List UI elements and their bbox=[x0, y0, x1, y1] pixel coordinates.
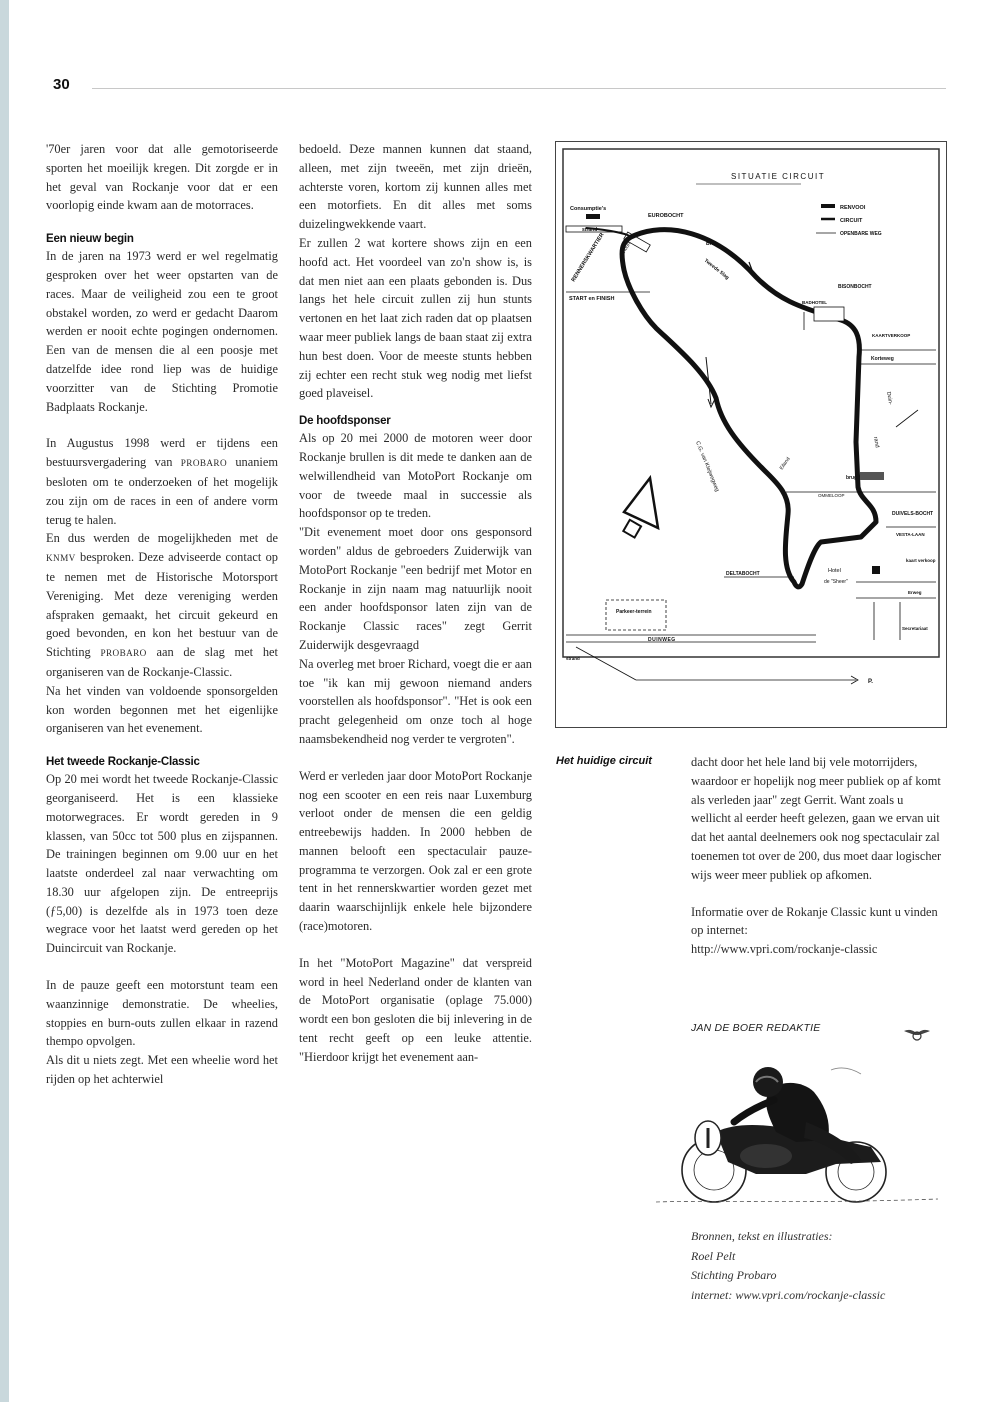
label-rand: rand bbox=[872, 436, 880, 449]
org-name: KNMV bbox=[46, 553, 76, 564]
road-to-parking bbox=[576, 647, 636, 680]
circuit-map-drawing bbox=[556, 142, 946, 727]
winged-wheel-logo bbox=[903, 1024, 931, 1042]
page-number: 30 bbox=[53, 76, 70, 93]
map-symbol-square bbox=[623, 520, 641, 538]
header-rule bbox=[92, 88, 946, 89]
legend-road: OPENBARE WEG bbox=[840, 231, 882, 237]
map-caption: Het huidige circuit bbox=[556, 755, 652, 767]
direction-arrow-shaft bbox=[732, 254, 750, 269]
label-consumpties: Consumptie's bbox=[570, 206, 607, 212]
paragraph: Er zullen 2 wat kortere shows zijn en een hoofd act. Het voordeel van zo'n show is, is dat men niet aan een plaats gebonden is. Dus langs het hele circuit zullen zij hun stunts vertonen en het laat zich raden dat op plaatsen waar meer publiek langs de baan staat zij extra hun best doen. Voor de meeste stunts hebben zij echter een recht stuk weg nodig met liefst goed plaveisel. bbox=[299, 235, 532, 401]
text-run: En dus werden de mogelijkheden met de bbox=[46, 531, 278, 546]
label-hotel: Hotel bbox=[828, 568, 841, 574]
label-start-finish: START en FINISH bbox=[569, 296, 615, 302]
engine bbox=[740, 1144, 792, 1168]
label-tweede-slag: Tweede Slag bbox=[702, 257, 731, 281]
page-edge bbox=[0, 0, 9, 1402]
sources-author: Roel Pelt bbox=[691, 1248, 736, 1263]
paragraph: In het "MotoPort Magazine" dat verspreid word in heel Nederland onder de klanten van de MotoPort organisatie (oplage 75.000) wordt een bon gesloten die bij inlevering in de tent recht geeft op een leuke attentie. "Hierdoor krijgt het evenement aan- bbox=[299, 955, 532, 1064]
motorcycle-rider-illustration bbox=[656, 1052, 938, 1212]
text-run: besproken. Deze adviseerde contact op te nemen met de Historische Motorsport Vereniging. Met deze vereniging werden afspraken gemaakt, het circuit gekeurd en goed bevonden, en kon het bestuur van de Stichting bbox=[46, 550, 278, 660]
paragraph: '70er jaren voor dat alle gemotoriseerde sporten het moeilijk kregen. Dit zorgde er in het geval van Rockanje voor dat er een voorlopig einde kwam aan de motorraces. bbox=[46, 142, 278, 213]
label-strand-2: strand bbox=[566, 656, 580, 661]
label-kaartverkoop-2: kaart verkoop bbox=[906, 558, 936, 563]
internet-url: http://www.vpri.com/rockanje-classic bbox=[691, 942, 878, 957]
map-title: SITUATIE CIRCUIT bbox=[731, 172, 826, 181]
sources-block bbox=[691, 1227, 885, 1305]
ground-line bbox=[656, 1199, 938, 1202]
paragraph bbox=[46, 529, 278, 681]
text-run: In Augustus 1998 werd er tijdens een bestuursvergadering van bbox=[46, 436, 278, 470]
sources-heading: Bronnen, tekst en illustraties: bbox=[691, 1229, 833, 1243]
legend-renvooi-swatch bbox=[821, 204, 835, 208]
paragraph: In de pauze geeft een motorstunt team een waanzinnige demonstratie. De wheelies, stoppies en burn-outs zullen elkaar in razend thempo opvolgen. bbox=[46, 978, 278, 1049]
label-badhotel: BADHOTEL bbox=[802, 300, 827, 305]
paragraph: "Dit evenement moet door ons gesponsord worden" aldus de gebroeders Zuiderwijk van MotoPort Rockanje "een bedrijf met Motor en Rockanje in zijn naam mag natuurlijk nooit een ander hoofdsponsor laten zijn van de Rockanje Classic races" zegt Gerrit Zuiderwijk desgevraagd bbox=[299, 525, 532, 652]
paragraph: dacht door het hele land bij vele motorrijders, waardoor er hopelijk nog meer publiek op af komt als verleden jaar" zegt Gerrit. Want zoals u wellicht al eerder heeft gelezen, gaan we ervan uit dat het aantal deelnemers ook nog spectaculair zal toenemen tot over de 200, dus moet daar logischer wijs weer meer publiek op afkomen. bbox=[691, 755, 942, 882]
text-run: unaniem besloten om te onderzoeken of het mogelijk zou zijn om de races in een of andere vorm terug te halen. bbox=[46, 455, 278, 527]
paragraph bbox=[691, 903, 945, 959]
paragraph bbox=[46, 434, 278, 529]
paragraph: Na overleg met broer Richard, voegt die er aan toe "ik kan mij gewoon niemand anders voorstellen als hoofdsponsor". "Het is ook een pracht gelegenheid om onze toch al hoge naamsbekendheid nog verder te vergroten". bbox=[299, 656, 532, 746]
author-credit: JAN DE BOER REDAKTIE bbox=[691, 1022, 821, 1034]
paragraph: Als op 20 mei 2000 de motoren weer door Rockanje brullen is dit mede te danken aan de welwillendheid van MotoPort Rockanje om voor de tweede maal in successie als hoofdsponsor op te treden. bbox=[299, 431, 532, 521]
org-name: PROBARO bbox=[100, 648, 147, 659]
legend-circuit: CIRCUIT bbox=[840, 218, 863, 224]
label-tribune: tribune bbox=[620, 238, 634, 256]
hotel-marker bbox=[872, 566, 880, 574]
consumpties-marker bbox=[586, 214, 600, 219]
direction-arrow bbox=[708, 399, 715, 407]
parking-area bbox=[606, 600, 666, 630]
label-eurobocht: EUROBOCHT bbox=[648, 213, 684, 219]
label-brug-top: Brug bbox=[706, 241, 718, 247]
paragraph: Na het vinden van voldoende sponsorgelden kon worden begonnen met het eigenlijke organiseren van het evenement. bbox=[46, 683, 278, 736]
label-deltabocht: DELTABOCHT bbox=[726, 571, 760, 577]
label-duivelsbocht: DUIVELS-BOCHT bbox=[892, 511, 934, 517]
label-brug-right: brug bbox=[846, 475, 858, 481]
label-p: P. bbox=[868, 679, 873, 685]
paragraph: Werd er verleden jaar door MotoPort Rockanje nog een scooter en een reis naar Luxemburg verloot onder de mensen die een geldig entreebewijs hadden. In 2000 hebben de mannen belooft een spectaculair pauze-programma te verzorgen. Ook zal er een grote tent in het rennerskwartier worden gezet met daarin waarschijnlijk enkele hele bijzondere (race)motoren. bbox=[299, 768, 532, 934]
label-strand: strand bbox=[582, 227, 598, 233]
motion-line bbox=[831, 1068, 861, 1074]
circuit-map bbox=[555, 141, 947, 728]
label-secretariaat: Secretariaat bbox=[902, 626, 928, 631]
label-duinweg: DUINWEG bbox=[648, 637, 676, 643]
label-korteweg: Korteweg bbox=[871, 356, 894, 362]
column-2 bbox=[299, 140, 532, 1085]
text-run: Informatie over de Rokanje Classic kunt u vinden op internet: bbox=[691, 904, 938, 938]
paragraph: Als dit u niets zegt. Met een wheelie word het rijden op het achterwiel bbox=[46, 1053, 278, 1087]
bridge-marker bbox=[860, 472, 884, 480]
label-hotel-name: de "Sheer" bbox=[824, 579, 848, 585]
column-1 bbox=[46, 140, 278, 1107]
paragraph: Op 20 mei wordt het tweede Rockanje-Classic georganiseerd. Het is een klassieke motorwegraces. Er wordt gereden in 9 klassen, van 50cc tot 500 plus en zijspannen. De trainingen beginnen om 9.00 uur en het laatste onderdeel zal naar verwachting om 18.30 uur afgelopen zijn. De entreeprijs (ƒ5,00) is dezelfde als in 1973 toen deze wegrace voor het laatst werd gereden op het Duincircuit van Rockanje. bbox=[46, 772, 278, 956]
sources-internet: internet: www.vpri.com/rockanje-classic bbox=[691, 1287, 886, 1302]
rider-helmet bbox=[753, 1067, 783, 1097]
label-ommeloop: OMMELOOP bbox=[818, 493, 845, 498]
label-parkeer: Parkeer-terrein bbox=[616, 609, 652, 615]
org-name: PROBARO bbox=[180, 458, 227, 469]
badhotel-building bbox=[814, 307, 844, 321]
section-heading: Het tweede Rockanje-Classic bbox=[46, 756, 200, 769]
paragraph: In de jaren na 1973 werd er wel regelmatig gesproken over het weer opstarten van de races. Maar de veiligheid zou een te groot obstakel worden, zo werd er gedacht Daarom werden er nooit echte pogingen ondernomen. Een van de mensen die al een poosje met datzelfde idee rond liep was de huidige voorzitter van de Stichting Promotie Badplaats Rockanje. bbox=[46, 249, 278, 414]
map-arrow bbox=[896, 410, 918, 427]
label-vesta-laan: VESTA-LAAN bbox=[896, 532, 925, 537]
paragraph: bedoeld. Deze mannen kunnen dat staand, alleen, met zijn tweeën, met zijn drieën, achterste voren, kortom zij kunnen alles met een motorfiets. En dit alles met soms duizelingwekkende vaart. bbox=[299, 142, 532, 232]
label-kaartverkoop: KAARTVERKOOP bbox=[872, 333, 911, 338]
label-rennerskwartier: RENNERSKWARTIER bbox=[570, 232, 606, 284]
label-eiland: Eiland bbox=[778, 456, 792, 472]
label-kleijwegweg: C.G. van Kleijwegweg bbox=[694, 440, 720, 493]
label-erweg: Erweg bbox=[908, 590, 922, 595]
sources-organisation: Stichting Probaro bbox=[691, 1268, 777, 1282]
label-duin: Duin- bbox=[885, 391, 894, 406]
section-heading: Een nieuw begin bbox=[46, 233, 134, 246]
legend-renvooi: RENVOOI bbox=[840, 205, 866, 211]
section-heading: De hoofdsponser bbox=[299, 415, 391, 428]
label-bisonbocht: BISONBOCHT bbox=[838, 284, 872, 290]
text-run: aan de slag met het organiseren van de Rockanje-Classic. bbox=[46, 645, 278, 679]
column-3 bbox=[691, 753, 945, 977]
map-border bbox=[563, 149, 939, 657]
